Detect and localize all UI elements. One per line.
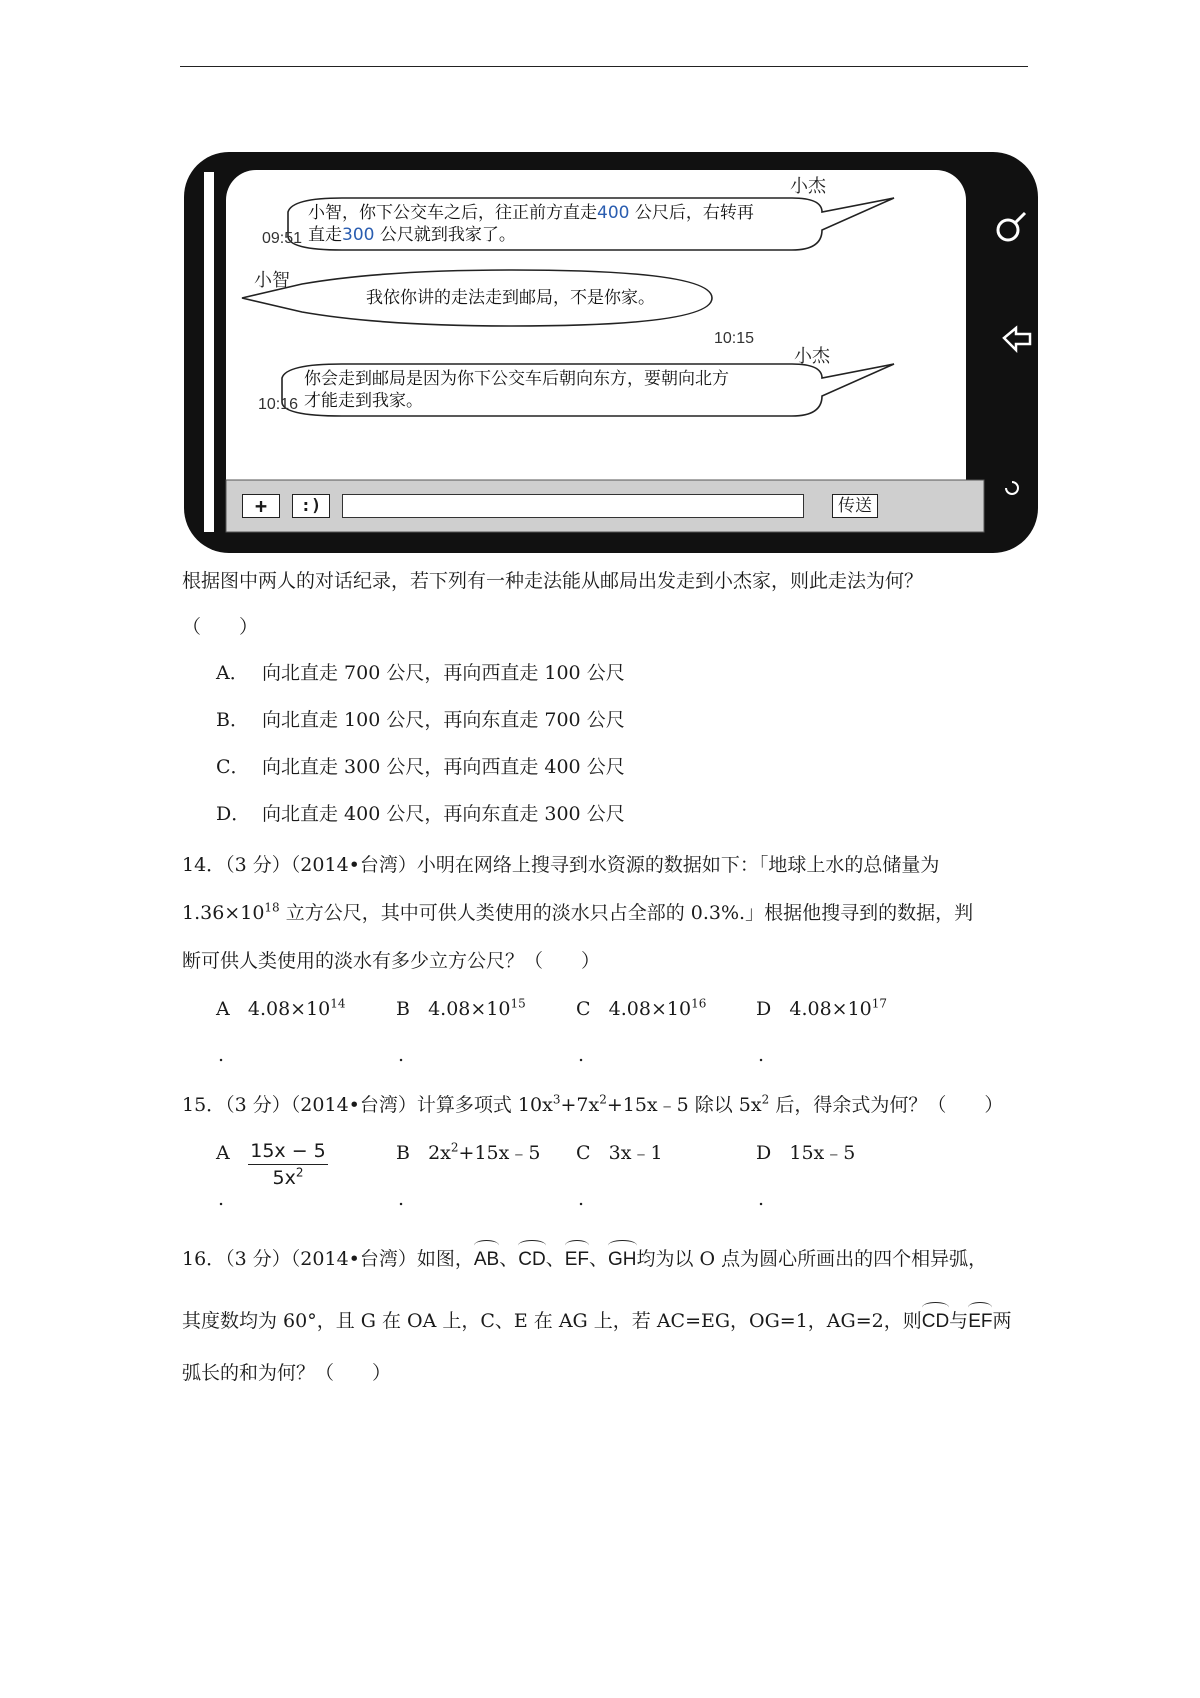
option-dot: . (218, 1044, 225, 1066)
sender-name: 小智 (254, 270, 290, 291)
option-d: D $4.08\times 10^{17}$ (756, 996, 888, 1020)
option-c: C $4.08\times 10^{16}$ (576, 996, 707, 1020)
option-dot: . (578, 1044, 585, 1066)
arc-ef: EF (565, 1247, 589, 1273)
add-button[interactable]: + (242, 494, 280, 518)
question-16-stem: 16．（3 分）（2014•台湾）如图，AB、CD、EF、GH均为以 O 点为圆心所画出的四个相异弧， (182, 1246, 987, 1273)
question-13-stem: 根据图中两人的对话纪录，若下列有一种走法能从邮局出发走到小杰家，则此走法为何？ (182, 570, 924, 592)
sender-name: 小杰 (790, 176, 826, 197)
option-a: A． 向北直走 700 公尺，再向西直走 100 公尺 (216, 662, 625, 684)
arc-ef: EF (968, 1309, 992, 1335)
message-input[interactable] (342, 494, 804, 518)
option-dot: . (398, 1188, 405, 1210)
message-text: 小智，你下公交车之后，往正前方直走400 公尺后，右转再 直走300 公尺就到我家了。 (308, 203, 754, 245)
phone-chat-figure (182, 150, 1040, 555)
fraction (248, 1140, 328, 1189)
option-d: D 15x﹣5 (756, 1142, 856, 1164)
option-dot: . (218, 1188, 225, 1210)
message-text: 你会走到邮局是因为你下公交车后朝向东方，要朝向北方 才能走到我家。 (304, 369, 729, 411)
message-text: 我依你讲的走法走到邮局，不是你家。 (366, 288, 655, 308)
arc-cd: CD (518, 1247, 545, 1273)
question-16-stem: 其度数均为 60°，且 G 在 OA 上，C、E 在 AG 上，若 AC=EG，OG=1，AG=2，则CD与EF两 (182, 1308, 1011, 1335)
arc-cd: CD (922, 1309, 949, 1335)
option-c: C 3x﹣1 (576, 1142, 663, 1164)
option-dot: . (398, 1044, 405, 1066)
send-button[interactable]: 传送 (832, 494, 878, 518)
option-dot: . (758, 1044, 765, 1066)
question-14-stem: $1.36\times 10^{18}$ 立方公尺，其中可供人类使用的淡水只占全部的 0.3%.」根据他搜寻到的数据，判 (182, 900, 974, 924)
option-b: B． 向北直走 100 公尺，再向东直走 700 公尺 (216, 709, 625, 731)
question-14-stem: 断可供人类使用的淡水有多少立方公尺？（ ） (182, 950, 601, 972)
message-time: 10:16 (258, 396, 299, 413)
header-rule (180, 66, 1028, 67)
option-c: C． 向北直走 300 公尺，再向西直走 400 公尺 (216, 756, 625, 778)
option-b: B $4.08\times 10^{15}$ (396, 996, 526, 1020)
option-b: B $2x^2+15x﹣5$ (396, 1140, 541, 1164)
question-14-stem: 14．（3 分）（2014•台湾）小明在网络上搜寻到水资源的数据如下：「地球上水的总储量为 (182, 854, 940, 876)
option-a: A $4.08\times 10^{14}$ (216, 996, 346, 1020)
message-time: 10:15 (714, 330, 755, 347)
question-16-stem: 弧长的和为何？（ ） (182, 1362, 392, 1384)
fraction-denominator: $5x^2$ (272, 1165, 304, 1189)
option-d: D． 向北直走 400 公尺，再向东直走 300 公尺 (216, 803, 625, 825)
arc-gh: GH (608, 1247, 637, 1273)
sender-name: 小杰 (794, 346, 830, 367)
answer-blank: （ ） (182, 616, 259, 638)
arc-ab: AB (474, 1247, 499, 1273)
emoji-button[interactable]: :) (292, 494, 330, 518)
option-dot: . (758, 1188, 765, 1210)
question-15-stem: 15．（3 分）（2014•台湾）计算多项式 $10x^3+7x^2+15x﹣5$ 除以 $5x^2$ 后，得余式为何？（ ） (182, 1092, 1004, 1116)
option-dot: . (578, 1188, 585, 1210)
option-a-letter: A (216, 1142, 230, 1164)
fraction-numerator: 15x − 5 (248, 1140, 328, 1165)
message-time: 09:51 (262, 230, 303, 247)
